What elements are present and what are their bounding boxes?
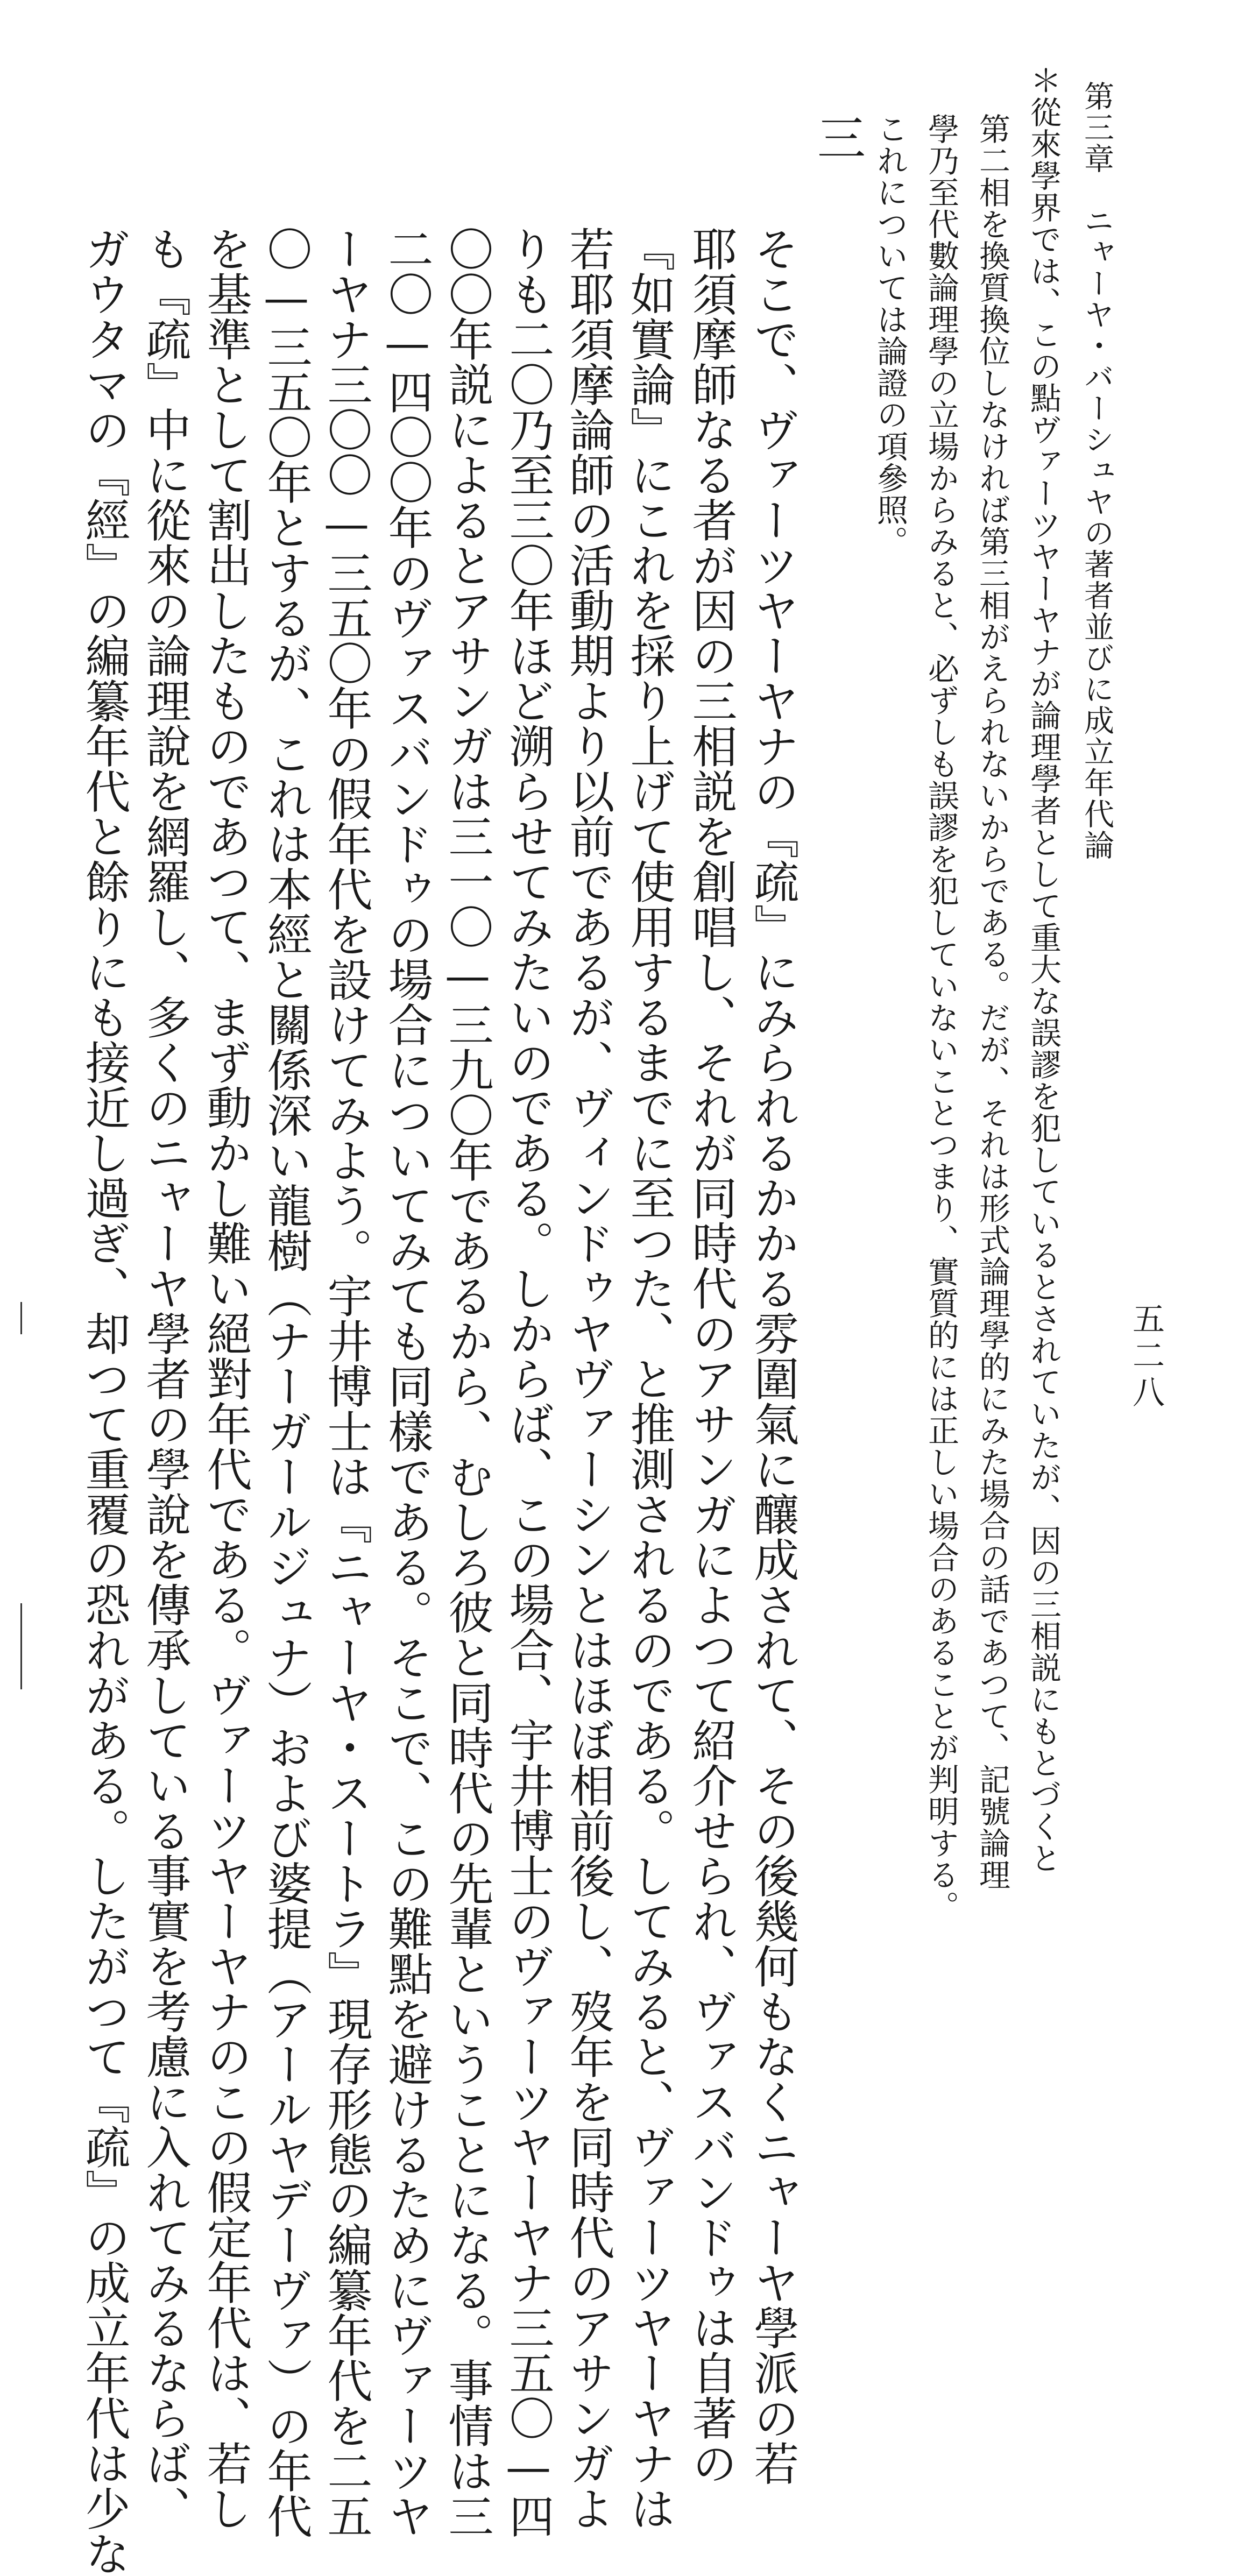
scan-edge-mark [20,1302,22,1334]
footnote-line-3: 學乃至代數論理學の立場からみると、必ずしも誤謬を犯していないことつまり、實質的には正しい場合のあることが判明する。 [923,113,959,1922]
body-line-12: ガウタマの『經』の編纂年代と餘りにも接近し過ぎ、却つて重覆の恐れがある。したがつて『疏』の成立年代は少な [78,226,131,2576]
running-title: 第三章 ニャーヤ・バーシュヤの著者並びに成立年代論 [1079,81,1114,861]
footnote-line-1: ＊從來學界では、この點ヴァーツヤーヤナが論理學者として重大な誤謬を犯しているとされていたが、因の三相説にもとづくと [1025,65,1062,1874]
footnote-line-4: これについては論證の項參照。 [872,113,908,557]
page-number: 五二八 [1127,1302,1165,1412]
body-line-9: 〇—三五〇年とするが、これは本經と關係深い龍樹（ナーガールジュナ）および婆提（アールヤデーヴァ）の年代 [260,226,313,2538]
body-line-4: 若耶須摩論師の活動期より以前であるが、ヴィンドゥヤヴァーシンとはほぼ相前後し、歿年を同時代のアサンガよ [562,226,615,2531]
section-heading: 三 [809,113,865,161]
body-line-5: りも二〇乃至三〇年ほど溯らせてみたいのである。しからば、この場合、宇井博士のヴァーツヤーヤナ三五〇—四 [502,226,555,2538]
body-line-1: そこで、ヴァーツヤーヤナの『疏』にみられるかかる雰圍氣に釀成されて、その後幾何もなくニャーヤ學派の若 [747,226,800,2486]
body-line-11: も『疏』中に從來の論理說を網羅し、多くのニャーヤ學者の學說を傳承している事實を考慮に入れてみるならば、 [139,226,192,2531]
body-line-6: 〇〇年説によるとアサンガは三一〇—三九〇年であるから、むしろ彼と同時代の先輩ということになる。事情は三 [441,226,494,2538]
scan-edge-mark [20,1603,22,1689]
body-line-7: 二〇—四〇〇年のヴァスバンドゥの場合についてみても同樣である。そこで、この難點を避けるためにヴァーツヤ [381,226,434,2538]
body-line-8: ーヤナ三〇〇—三五〇年の假年代を設けてみよう。宇井博士は『ニャーヤ・スートラ』現存形態の編纂年代を二五 [320,226,373,2538]
body-line-10: を基準として割出したものであつて、まず動かし難い絕對年代である。ヴァーツヤーヤナのこの假定年代は、若し [200,226,252,2531]
body-line-3: 『如實論』にこれを採り上げて使用するまでに至つた、と推測されるのである。してみると、ヴァーツヤーヤナは [623,226,676,2531]
footnote-line-2: 第二相を換質換位しなければ第三相がえられないからである。だが、それは形式論理學的にみた場合の話であつて、記號論理 [974,113,1010,1891]
body-line-2: 耶須摩師なる者が因の三相説を創唱し、それが同時代のアサンガによつて紹介せられ、ヴァスバンドゥは自著の [685,226,738,2486]
